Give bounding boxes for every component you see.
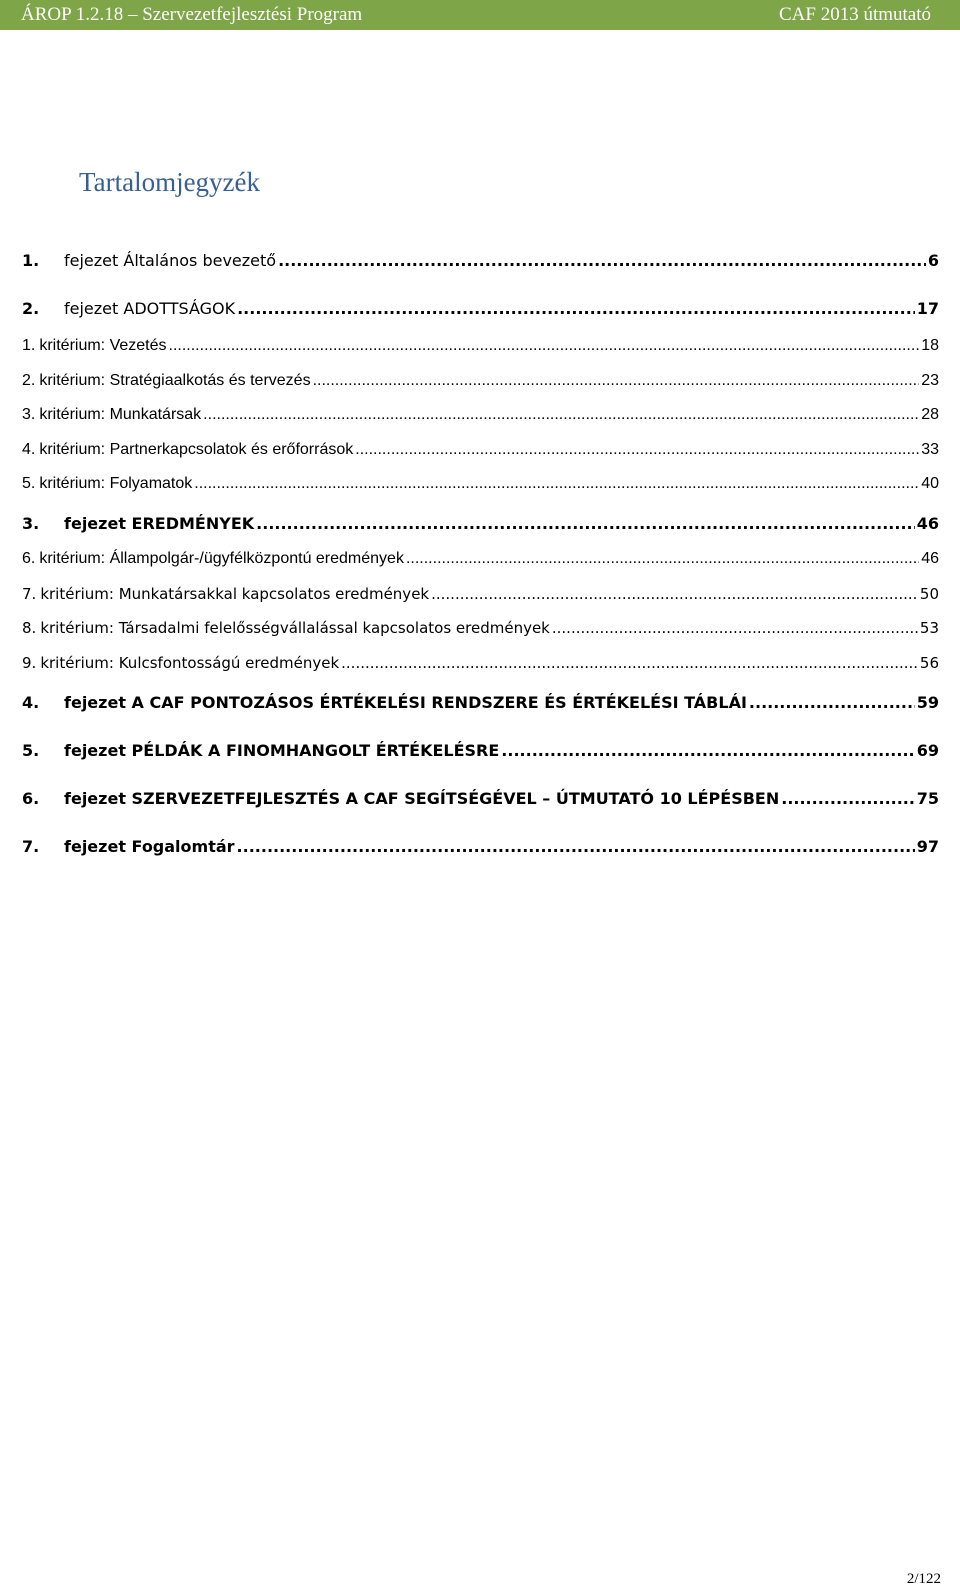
toc-entry-label: kritérium: Kulcsfontosságú eredmények (40, 654, 340, 672)
toc-heading: Tartalomjegyzék (79, 167, 261, 197)
toc-entry-page: 46 (921, 550, 939, 567)
toc-entry-chapter-5[interactable] (0, 741, 960, 765)
toc-entry-number: 5. (22, 741, 40, 760)
toc-entry-number: 9. (22, 654, 37, 672)
toc-entry-page: 53 (919, 619, 939, 637)
page-number: 2/122 (906, 1571, 941, 1587)
toc-entry-label: kritérium: Partnerkapcsolatok és erőforrások (39, 441, 354, 458)
toc-entry-page: 28 (921, 406, 939, 423)
toc-entry-number: 2. (22, 299, 40, 318)
toc-entry-chapter-1[interactable] (0, 251, 960, 275)
toc-entry-criterion-4[interactable] (0, 441, 960, 465)
toc-entry-page: 33 (921, 441, 939, 458)
dot-leader (341, 654, 918, 672)
toc-entry-label: fejezet Általános bevezető (64, 251, 277, 270)
toc-entry-chapter-6[interactable] (0, 789, 960, 813)
dot-leader (237, 299, 915, 318)
toc-entry-page: 75 (916, 789, 939, 808)
toc-entry-criterion-7[interactable] (0, 585, 960, 609)
toc-entry-number: 6. (22, 789, 40, 808)
dot-leader (501, 741, 914, 760)
toc-entry-number: 4. (22, 441, 36, 458)
toc-entry-chapter-7[interactable] (0, 837, 960, 861)
dot-leader (313, 372, 920, 390)
toc-entry-number: 8. (22, 619, 37, 637)
toc-entry-number: 5. (22, 475, 36, 492)
toc-entry-page: 23 (921, 372, 939, 389)
header-document-title: CAF 2013 útmutató (778, 4, 931, 25)
dot-leader (355, 441, 919, 459)
dot-leader (237, 837, 915, 856)
dot-leader (406, 550, 919, 568)
dot-leader (781, 789, 915, 808)
toc-entry-number: 2. (22, 372, 36, 389)
running-header (0, 0, 960, 30)
toc-entry-label: kritérium: Folyamatok (39, 475, 193, 492)
toc-entry-chapter-4[interactable] (0, 693, 960, 717)
toc-entry-page: 56 (919, 654, 939, 672)
toc-entry-page: 40 (921, 475, 939, 492)
toc-entry-number: 1. (22, 337, 36, 354)
toc-entry-number: 3. (22, 406, 36, 423)
toc-entry-number: 3. (22, 514, 40, 533)
toc-entry-page: 59 (916, 693, 939, 712)
toc-entry-page: 6 (927, 251, 939, 270)
toc-entry-page: 50 (919, 585, 939, 603)
toc-entry-page: 97 (916, 837, 939, 856)
toc-entry-criterion-1[interactable] (0, 337, 960, 361)
toc-entry-label: kritérium: Állampolgár-/ügyfélközpontú eredmények (39, 550, 404, 567)
toc-entry-criterion-5[interactable] (0, 475, 960, 499)
dot-leader (194, 475, 919, 493)
dot-leader (431, 585, 918, 603)
toc-entry-label: fejezet SZERVEZETFEJLESZTÉS A CAF SEGÍTSÉGÉVEL – ÚTMUTATÓ 10 LÉPÉSBEN (64, 789, 780, 808)
toc-entry-number: 6. (22, 550, 36, 567)
toc-entry-criterion-3[interactable] (0, 406, 960, 430)
toc-entry-chapter-3[interactable] (0, 514, 960, 538)
toc-entry-label: fejezet PÉLDÁK A FINOMHANGOLT ÉRTÉKELÉSRE (64, 741, 500, 760)
dot-leader (552, 619, 918, 637)
header-program-title: ÁROP 1.2.18 – Szervezetfejlesztési Program (21, 4, 363, 25)
dot-leader (278, 251, 926, 270)
toc-entry-label: fejezet Fogalomtár (64, 837, 235, 856)
dot-leader (256, 514, 915, 533)
toc-entry-label: kritérium: Stratégiaalkotás és tervezés (39, 372, 311, 389)
toc-entry-page: 69 (916, 741, 939, 760)
toc-entry-number: 4. (22, 693, 40, 712)
toc-entry-page: 18 (921, 337, 939, 354)
toc-entry-label: kritérium: Munkatársak (39, 406, 202, 423)
toc-entry-criterion-9[interactable] (0, 654, 960, 678)
dot-leader (749, 693, 915, 712)
toc-entry-page: 17 (916, 299, 939, 318)
toc-entry-page: 46 (916, 514, 939, 533)
dot-leader (203, 406, 919, 424)
toc-entry-label: fejezet ADOTTSÁGOK (64, 299, 236, 318)
toc-entry-criterion-6[interactable] (0, 550, 960, 574)
toc-entry-label: kritérium: Társadalmi felelősségvállalással kapcsolatos eredmények (40, 619, 550, 637)
toc-entry-label: fejezet A CAF PONTOZÁSOS ÉRTÉKELÉSI RENDSZERE ÉS ÉRTÉKELÉSI TÁBLÁI (64, 693, 747, 712)
toc-entry-label: kritérium: Vezetés (39, 337, 167, 354)
toc-entry-number: 7. (22, 585, 37, 603)
toc-entry-number: 1. (22, 251, 40, 270)
toc-entry-label: kritérium: Munkatársakkal kapcsolatos eredmények (40, 585, 430, 603)
dot-leader (169, 337, 920, 355)
toc-entry-criterion-8[interactable] (0, 619, 960, 643)
toc-entry-number: 7. (22, 837, 40, 856)
toc-entry-label: fejezet EREDMÉNYEK (64, 514, 255, 533)
toc-entry-criterion-2[interactable] (0, 372, 960, 396)
toc-entry-chapter-2[interactable] (0, 299, 960, 323)
